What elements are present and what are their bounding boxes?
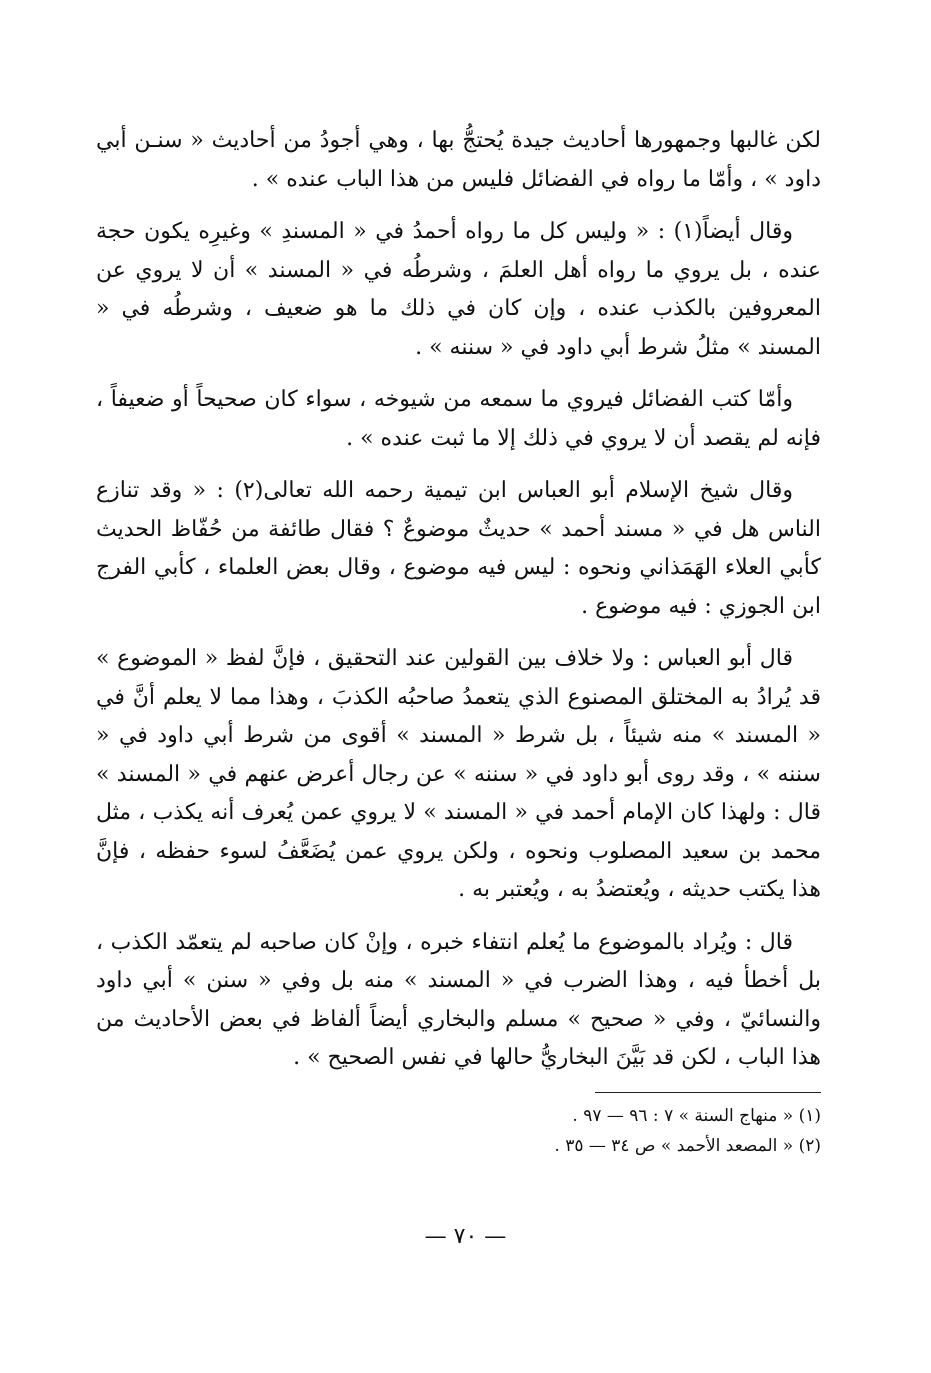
page-body [96,122,821,1161]
paragraph-1: لكن غالبها وجمهورها أحاديث جيدة يُحتجُّ بها ، وهي أجودُ من أحاديث « سنـن أبي داود » ، وأمّا ما رواه في الفضائل فليس من هذا الباب عنده » . [96,128,821,192]
paragraph-2: وقال أيضاً(١) : « وليس كل ما رواه أحمدُ في « المسندِ » وغيرِه يكون حجة عنده ، بل يروي ما رواه أهل العلمَ ، وشرطُه في « المسند » أن لا يروي عن المعروفين بالكذب عنده ، وإن كان في ذلك ما هو ضعيف ، وشرطُه في « المسند » مثلُ شرط أبي داود في « سننه » . [96,219,821,360]
paragraph-4: وقال شيخ الإسلام أبو العباس ابن تيمية رحمه الله تعالى(٢) : « وقد تنازع الناس هل في « مسند أحمد » حديثٌ موضوعٌ ؟ فقال طائفة من حُفّاظ الحديث كأبي العلاء الهَمَذاني ونحوه : ليس فيه موضوع ، وقال بعض العلماء ، كأبي الفرج ابن الجوزي : فيه موضوع . [96,478,821,619]
paragraph-3: وأمّا كتب الفضائل فيروي ما سمعه من شيوخه ، سواء كان صحيحاً أو ضعيفاً ، فإنه لم يقصد أن لا يروي في ذلك إلا ما ثبت عنده » . [96,387,821,451]
paragraph-5: قال أبو العباس : ولا خلاف بين القولين عند التحقيق ، فإنَّ لفظ « الموضوع » قد يُرادُ به المختلق المصنوع الذي يتعمدُ صاحبُه الكذبَ ، وهذا مما لا يعلم أنَّ في « المسند » منه شيئاً ، بل شرط « المسند » أقوى من شرط أبي داود في « سننه » ، وقد روى أبو داود في « سننه » عن رجال أعرض عنهم في « المسند » قال : ولهذا كان الإمام أحمد في « المسند » لا يروي عمن يُعرف أنه يكذب ، مثل محمد بن سعيد المصلوب ونحوه ، ولكن يروي عمن يُضَعَّفُ لسوء حفظه ، فإنَّ هذا يكتب حديثه ، ويُعتضدُ به ، ويُعتبر به . [96,646,821,902]
footnote-2: (٢) « المصعد الأحمد » ص ٣٤ — ٣٥ . [554,1135,821,1156]
paragraph-6: قال : ويُراد بالموضوع ما يُعلم انتفاء خبره ، وإنْ كان صاحبه لم يتعمّد الكذب ، بل أخطأ فيه ، وهذا الضرب في « المسند » منه بل وفي « سنن » أبي داود والنسائيّ ، وفي « صحيح » مسلم والبخاري أيضاً ألفاظ في بعض الأحاديث من هذا الباب ، لكن قد بَيَّنَ البخاريُّ حالها في نفس الصحيح » . [96,929,821,1070]
page-number: — ٧٠ — [424,1224,507,1249]
footnote-divider [595,1092,821,1093]
footnote-1: (١) « منهاج السنة » ٧ : ٩٦ — ٩٧ . [572,1105,821,1126]
